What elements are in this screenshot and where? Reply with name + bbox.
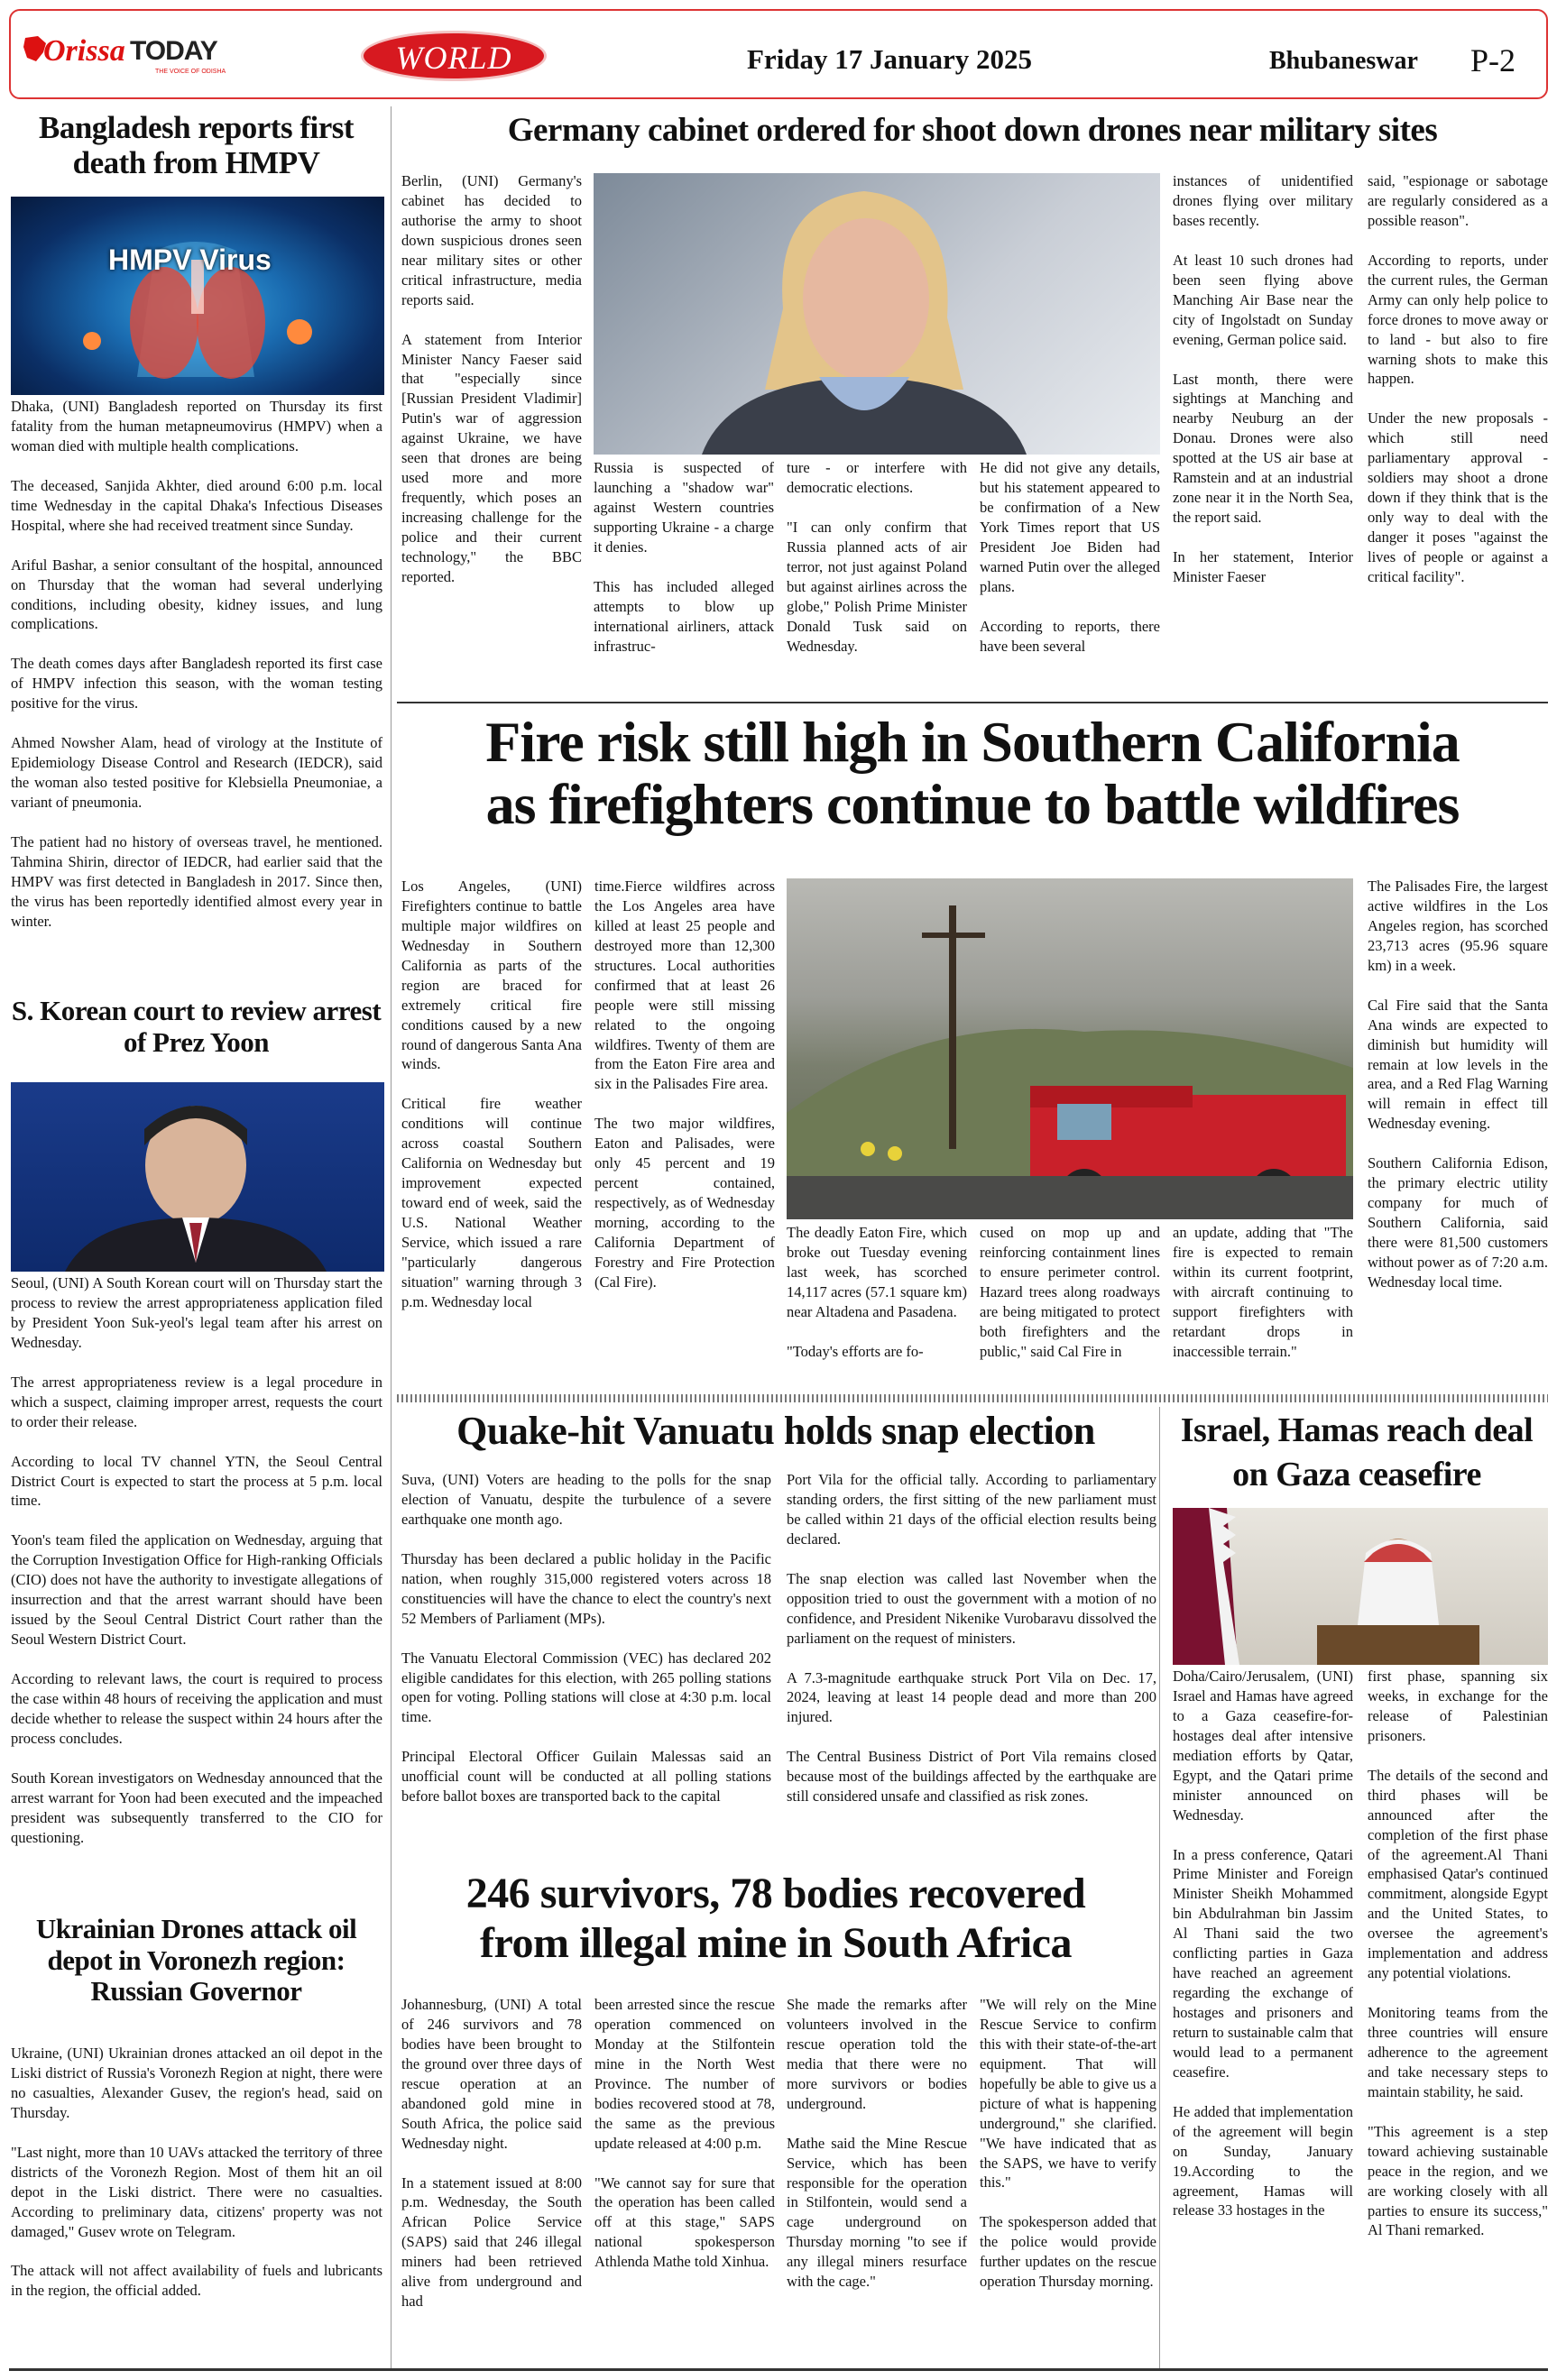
- bangladesh-body: Dhaka, (UNI) Bangladesh reported on Thursday its first fatality from the human metapneumovirus (HMPV) when a woman died with multiple health complications. The deceased, Sanjida Akhter, died around 6:00 p.m. local time Wednesday in the capital Dhaka's Infectious Diseases Hospital, where she had received treatment since Sunday. Ariful Bashar, a senior consultant of the hospital, announced on Thursday that the woman had several underlying conditions, including obesity, kidney issues, and lung complications. The death comes days after Bangladesh reported its first case of HMPV infection this season, with the woman testing positive for the virus. Ahmed Nowsher Alam, head of virology at the Institute of Epidemiology Disease Control and Research (IEDCR), said the woman also tested positive for Klebsiella Pneumoniae, a variant of pneumonia. The patient had no history of overseas travel, he mentioned. Tahmina Shirin, director of IEDCR, had earlier said that the HMPV was first detected in Bangladesh in 2017. Since then, the virus has been reportedly identified almost every year in winter.: [11, 398, 382, 930]
- masthead: [9, 9, 1548, 99]
- germany-col-5: instances of unidentified drones flying over military bases recently. At least 10 such drones had been seen flying above Manching Air Base near the city of Ingolstadt on Sunday evening, German police said. Last month, there were sightings at Manching and nearby Neuburg an der Donau. Drones were also spotted at the US air base at Ramstein and at an industrial zone near it in the North Sea, the report said. In her statement, Interior Minister Faeser: [1173, 172, 1353, 585]
- bangladesh-headline: Bangladesh reports first death from HMPV: [38, 110, 355, 181]
- fire-col-1: Los Angeles, (UNI) Firefighters continue to battle multiple major wildfires on Wednesday in Southern California as parts of the region are braced for extremely critical fire conditions caused by a new round of dangerous Santa Ana winds. Critical fire weather conditions will continue across coastal Southern California on Wednesday but improvement expected toward end of week, said the U.S. National Weather Service, which issued a rare "particularly dangerous situation" warning through 3 p.m. Wednesday local: [401, 878, 582, 1310]
- logo: [20, 27, 254, 79]
- fire-truck-icon: [787, 878, 1353, 1219]
- germany-col-1: Berlin, (UNI) Germany's cabinet has decided to authorise the army to shoot down suspicious drones seen near military sites or other critical infrastructure, media reports said. A statement from Interior Minister Nancy Faeser said that "especially since [Russian President Vladimir] Putin's war of aggression against Ukraine, we have seen that drones are being used more and more frequently, which poses an increasing challenge for the police and their current technology," the BBC reported.: [401, 172, 582, 585]
- fire-col-5: an update, adding that "The fire is expected to remain within its current footprint, with aircraft continuing to support firefighters with retardant drops in inaccessible terrain.": [1173, 1224, 1353, 1360]
- hmpv-image-label: HMPV Virus: [108, 244, 272, 276]
- mine-col-1: Johannesburg, (UNI) A total of 246 survivors and 78 bodies have been brought to the ground over three days of rescue operation at an abandoned gold mine in South Africa, the police said Wednesday night. In a statement issued at 8:00 p.m. Wednesday, the South African Police Service (SAPS) said that 246 illegal miners had been retrieved alive from underground and had: [401, 1996, 582, 2311]
- dateline-city: Bhubaneswar: [1269, 47, 1418, 75]
- section-divider: [397, 1394, 1548, 1402]
- vanuatu-col-1: Suva, (UNI) Voters are heading to the polls for the snap election of Vanuatu, despite the turbulence of a severe earthquake one month ago. Thursday has been declared a public holiday in the Pacific nation, when roughly 315,000 registered voters across 18 constituencies will have the chance to elect the country's next 52 Members of Parliament (MPs). The Vanuatu Electoral Commission (VEC) has declared 202 eligible candidates for this election, with 265 polling stations open for voting. Polling stations will close at 4:30 p.m. local time. Principal Electoral Officer Guilain Malessas said an unofficial count will be conducted at all polling stations before ballot boxes are transported back to the capital: [401, 1471, 771, 1806]
- skorea-body: Seoul, (UNI) A South Korean court will on Thursday start the process to review the arrest appropriateness application filed by President Yoon Suk-yeol's legal team after his arrest on Wednesday. The arrest appropriateness review is a legal procedure in which a suspect, claiming improper arrest, requests the court to order their release. According to local TV channel YTN, the Seoul Central District Court is expected to start the process at 5 p.m. local time. Yoon's team filed the application on Wednesday, arguing that the Corruption Investigation Office for High-ranking Officials (CIO) does not have the authority to investigate allegations of insurrection and that the arrest warrant should have been issued by the Seoul Central District Court rather than the Seoul Western District Court. According to relevant laws, the court is required to process the case within 48 hours of receiving the application and must decide whether to release the suspect within 24 hours after the process concludes. South Korean investigators on Wednesday announced that the arrest warrant for Yoon had been executed and the impeached president was subsequently transferred to the CIO for questioning.: [11, 1274, 382, 1846]
- israel-col-1: Doha/Cairo/Jerusalem, (UNI) Israel and Hamas have agreed to a Gaza ceasefire-for-hostages deal after intensive mediation efforts by Qatar, Egypt, and the Qatari prime minister announced on Wednesday. In a press conference, Qatari Prime Minister and Foreign Minister Sheikh Mohammed bin Abdulrahman bin Jassim Al Thani said the two conflicting parties in Gaza have reached an agreement regarding the exchange of hostages and prisoners and return to sustainable calm that would lead to a permanent ceasefire. He added that implementation of the agreement will begin on Sunday, January 19.According to the agreement, Hamas will release 33 hostages in the: [1173, 1668, 1353, 2219]
- logo-today: TODAY: [130, 36, 217, 66]
- fire-col-6: The Palisades Fire, the largest active wildfires in the Los Angeles region, has scorched 23,713 acres (95.96 square km) in a week. Cal Fire said that the Santa Ana winds are expected to diminish but humidity will remain at low levels in the area, and a Red Flag Warning will remain in effect till Wednesday evening. Southern California Edison, the primary electric utility company for much of Southern California, said there were 81,500 customers without power as of 7:20 a.m. Wednesday local time.: [1368, 878, 1548, 1291]
- germany-col-4: He did not give any details, but his statement appeared to be confirmation of a New York Times report that US President Joe Biden had warned Putin over the alleged plans. According to reports, there have been several: [980, 459, 1160, 655]
- column-rule: [391, 106, 392, 2370]
- logo-orissa: Orissa: [43, 34, 125, 68]
- mine-col-4: "We will rely on the Mine Rescue Service to confirm this with their state-of-the-art equipment. That will hopefully be able to give us a picture of what is happening underground," she clarified. "We have indicated that as the SAPS, we have to verify this." The spokesperson added that the police would provide further updates on the rescue operation Thursday morning.: [980, 1996, 1156, 2291]
- vanuatu-col-2: Port Vila for the official tally. According to parliamentary standing orders, the first sitting of the new parliament must be called within 21 days of the official election results being declared. The snap election was called last November when the opposition tried to oust the government with a motion of no confidence, and President Nikenike Vurobaravu dissolved the parliament on the request of ministers. A 7.3-magnitude earthquake struck Port Vila on Dec. 17, 2024, leaving at least 14 people dead and more than 200 injured. The Central Business District of Port Vila remains closed because most of the buildings affected by the earthquake are still considered unsafe and classified as risk zones.: [787, 1471, 1156, 1806]
- page-bottom-rule: [9, 2368, 1548, 2371]
- logo-tagline: THE VOICE OF ODISHA: [155, 69, 226, 75]
- fire-col-3: The deadly Eaton Fire, which broke out Tuesday evening last week, has scorched 14,117 acres (57.1 square km) near Altadena and Pasadena. "Today's efforts are fo-: [787, 1224, 967, 1360]
- fire-col-2: time.Fierce wildfires across the Los Angeles area have killed at least 25 people and destroyed more than 12,300 structures. Local authorities confirmed that at least 26 people were still missing related to the ongoing wildfires. Twenty of them are from the Eaton Fire area and six in the Palisades Fire area. The two major wildfires, Eaton and Palisades, were only 45 percent and 19 percent contained, respectively, as of Wednesday morning, according to the California Department of Forestry and Fire Protection (Cal Fire).: [594, 878, 775, 1291]
- yoon-photo: [11, 1082, 384, 1272]
- wildfire-photo: [787, 878, 1353, 1219]
- section-divider: [397, 702, 1548, 703]
- section-badge: [361, 31, 547, 81]
- skorea-headline: S. Korean court to review arrest of Prez Yoon: [11, 995, 382, 1058]
- ukraine-body: Ukraine, (UNI) Ukrainian drones attacked an oil depot in the Liski district of Russia's Voronezh Region at night, there were no casualties, Alexander Gusev, the region's head, said on Thursday. "Last night, more than 10 UAVs attacked the territory of three districts of the Voronezh Region. Most of them hit an oil depot in the Liski district. There were no casualties. According to preliminary data, citizens' property was not damaged," Gusev wrote on Telegram. The attack will not affect availability of fuels and lubricants in the region, the official added.: [11, 2045, 382, 2300]
- israel-col-2: first phase, spanning six weeks, in exchange for the release of Palestinian prisoners. The details of the second and third phases will be announced after the completion of the first phase of the agreement.Al Thani emphasised Qatar's continued commitment, alongside Egypt and the United States, to oversee the agreement's implementation and address any potential violations. Monitoring teams from the three countries will ensure adherence to the agreement and take necessary steps to maintain stability, he said. "This agreement is a step toward achieving sustainable peace in the region, and we are working closely with all parties to ensure its success," Al Thani remarked.: [1368, 1668, 1548, 2239]
- section-label: WORLD: [395, 40, 512, 76]
- germany-col-3: ture - or interfere with democratic elections. "I can only confirm that Russia planned acts of air terror, not just against Poland but against airlines across the globe," Polish Prime Minister Donald Tusk said on Wednesday.: [787, 459, 967, 655]
- lungs-icon: [11, 197, 384, 395]
- israel-headline: Israel, Hamas reach deal on Gaza ceasefire: [1180, 1411, 1534, 1494]
- germany-col-6: said, "espionage or sabotage are regularly considered as a possible reason". According to reports, under the current rules, the German Army can only help police to force drones to move away or to land - but also to fire warning shots to make this happen. Under the new proposals - which still need parliamentary approval - soldiers may shoot a drone down if they think that is the only way to deal with the danger it poses "against the lives of people or against a critical facility".: [1368, 172, 1548, 585]
- qatar-pm-photo: [1173, 1508, 1548, 1665]
- mine-col-3: She made the remarks after volunteers involved in the rescue operation told the media that there were no more survivors or bodies underground. Mathe said the Mine Rescue Service, which has been responsible for the operation in Stilfontein, would send a cage underground on Thursday morning "to see if any illegal miners resurface with the cage.": [787, 1996, 967, 2291]
- person-icon: [11, 1082, 384, 1272]
- issue-date: Friday 17 January 2025: [747, 43, 1033, 75]
- faeser-photo: [594, 173, 1160, 455]
- column-rule: [1159, 1407, 1160, 2370]
- person-icon: [594, 173, 1160, 455]
- germany-col-2: Russia is suspected of launching a "shadow war" against Western countries supporting Ukraine - a charge it denies. This has included alleged attempts to blow up international airliners, attack infrastruc-: [594, 459, 774, 655]
- person-icon: [1173, 1508, 1548, 1665]
- mine-headline: 246 survivors, 78 bodies recovered from illegal mine in South Africa: [465, 1870, 1086, 1968]
- ukraine-headline: Ukrainian Drones attack oil depot in Voronezh region: Russian Governor: [35, 1913, 357, 2008]
- fire-col-4: cused on mop up and reinforcing containment lines to ensure perimeter control. Hazard trees along roadways are being mitigated to protect both firefighters and the public," said Cal Fire in: [980, 1224, 1160, 1360]
- vanuatu-headline: Quake-hit Vanuatu holds snap election: [456, 1409, 1095, 1453]
- page-number: P-2: [1470, 42, 1516, 78]
- hmpv-virus-image: [11, 197, 384, 395]
- fire-headline: Fire risk still high in Southern California as firefighters continue to battle wildfires: [485, 710, 1460, 837]
- mine-col-2: been arrested since the rescue operation commenced on Monday at the Stilfontein mine in the North West Province. The number of bodies recovered stood at 78, the same as the previous update released at 4:00 p.m. "We cannot say for sure that the operation has been called off at this stage," SAPS national spokesperson Athlenda Mathe told Xinhua.: [594, 1996, 775, 2271]
- germany-headline: Germany cabinet ordered for shoot down drones near military sites: [507, 112, 1438, 149]
